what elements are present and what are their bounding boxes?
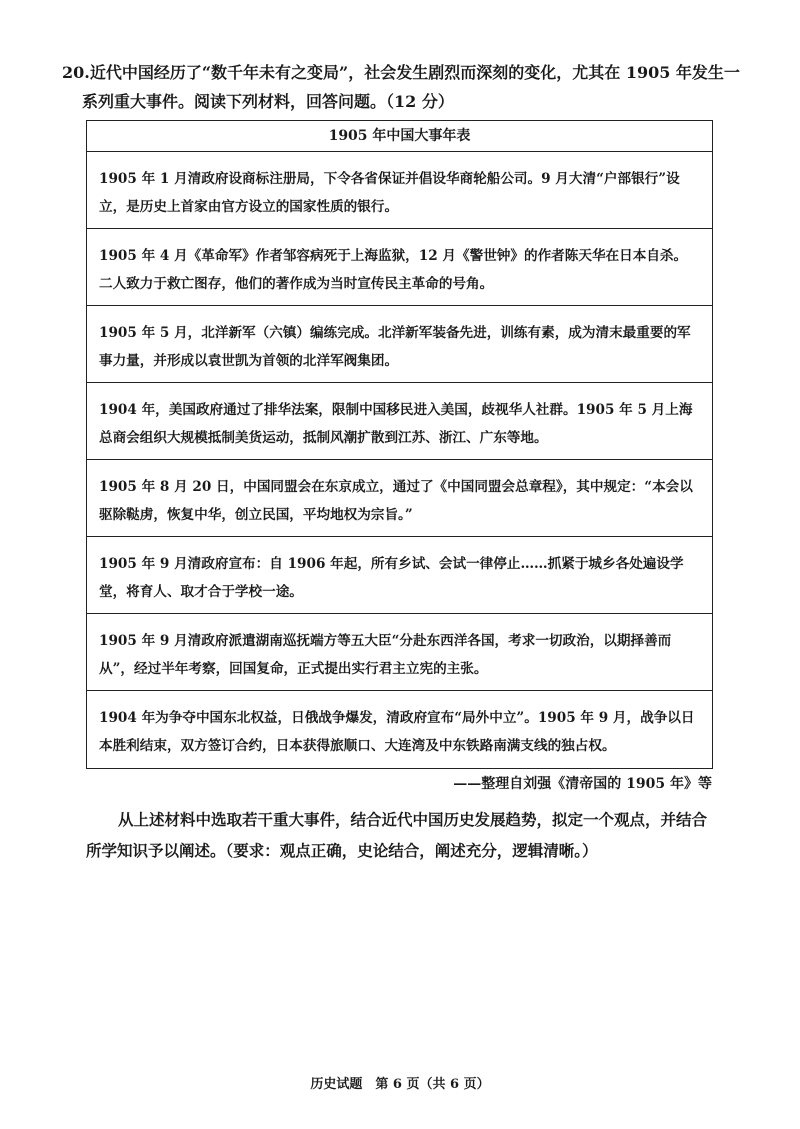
table-title: 1905 年中国大事年表 [87, 121, 712, 152]
page-footer: 历史试题 第 6 页（共 6 页） [310, 1077, 490, 1092]
table-row-8: 1904 年为争夺中国东北权益，日俄战争爆发，清政府宣布“局外中立”。1905 年 9 月，战争以日本胜利结束，双方签订合约，日本获得旅顺口、大连湾及中东铁路南满支线的独占权。 [99, 710, 695, 754]
table-row-4: 1904 年，美国政府通过了排华法案，限制中国移民进入美国，歧视华人社群。1905 年 5 月上海总商会组织大规模抵制美货运动，抵制风潮扩散到江苏、浙江、广东等地。 [87, 383, 712, 460]
task-instructions: 从上述材料中选取若干重大事件，结合近代中国历史发展趋势，拟定一个观点，并结合所学知识予以阐述。（要求：观点正确，史论结合，阐述充分，逻辑清晰。） [86, 810, 708, 860]
table-row-2: 1905 年 4 月《革命军》作者邹容病死于上海监狱，12 月《警世钟》的作者陈天华在日本自杀。二人致力于救亡图存，他们的著作成为当时宣传民主革命的号角。 [87, 229, 712, 306]
table-row-6: 1905 年 9 月清政府宣布：自 1906 年起，所有乡试、会试一律停止……抓紧于城乡各处遍设学堂，将育人、取才合于学校一途。 [87, 537, 712, 614]
table-row-3: 1905 年 5 月，北洋新军（六镇）编练完成。北洋新军装备先进，训练有素，成为清末最重要的军事力量，并形成以袁世凯为首领的北洋军阀集团。 [87, 306, 712, 383]
question-intro: 20.近代中国经历了“数千年未有之变局”，社会发生剧烈而深刻的变化，尤其在 1905 年发生一系列重大事件。阅读下列材料，回答问题。（12 分） [62, 63, 740, 111]
table-row-5: 1905 年 8 月 20 日，中国同盟会在东京成立，通过了《中国同盟会总章程》，其中规定：“本会以驱除鞑虏，恢复中华，创立民国，平均地权为宗旨。” [87, 460, 712, 537]
events-table [86, 120, 713, 769]
table-row-7: 1905 年 9 月清政府派遣湖南巡抚端方等五大臣“分赴东西洋各国，考求一切政治，以期择善而从”，经过半年考察，回国复命，正式提出实行君主立宪的主张。 [87, 614, 712, 691]
source-citation: ——整理自刘强《清帝国的 1905 年》等 [453, 776, 712, 792]
table-row-1: 1905 年 1 月清政府设商标注册局，下令各省保证并倡设华商轮船公司。9 月大清“户部银行”设立，是历史上首家由官方设立的国家性质的银行。 [87, 152, 712, 229]
